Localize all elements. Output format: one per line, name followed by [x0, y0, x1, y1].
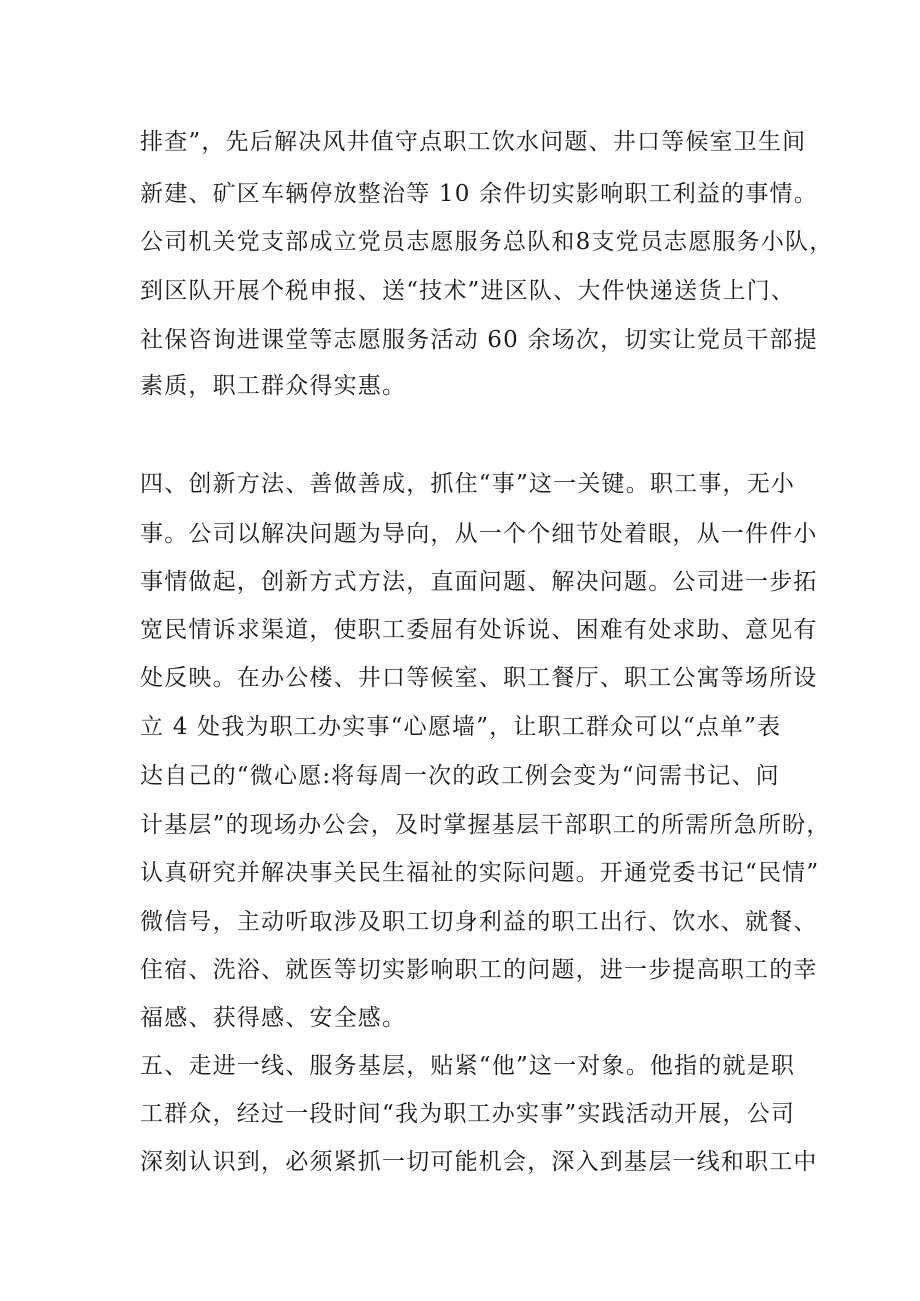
text-line: 认真研究并解决事关民生福祉的实际问题。开通党委书记“民情” [140, 860, 820, 886]
text-line: 宽民情诉求渠道，使职工委屈有处诉说、困难有处求助、意见有 [140, 617, 818, 643]
text-line: 公司机关党支部成立党员志愿服务总队和8支党员志愿服务小队， [140, 229, 834, 255]
text-line: 排查”，先后解决风井值守点职工饮水问题、井口等候室卫生间 [140, 129, 807, 155]
text-line: 事。公司以解决问题为导向，从一个个细节处着眼，从一件件小 [140, 521, 818, 547]
text-line: 社保咨询进课堂等志愿服务活动 60 余场次，切实让党员干部提 [140, 327, 818, 353]
text-line: 新建、矿区车辆停放整治等 10 余件切实影响职工利益的事情。 [140, 181, 818, 207]
text-line: 计基层”的现场办公会，及时掌握基层干部职工的所需所急所盼， [140, 812, 831, 838]
text-line: 立 4 处我为职工办实事“心愿墙”，让职工群众可以“点单”表 [140, 714, 782, 740]
text-line: 福感、获得感、安全感。 [140, 1005, 407, 1031]
text-line: 住宿、洗浴、就医等切实影响职工的问题，进一步提高职工的幸 [140, 957, 818, 983]
text-line: 深刻认识到，必须紧抓一切可能机会，深入到基层一线和职工中 [140, 1149, 818, 1175]
text-line: 五、走进一线、服务基层，贴紧“他”这一对象。他指的就是职 [140, 1053, 796, 1079]
text-line: 事情做起，创新方式方法，直面问题、解决问题。公司进一步拓 [140, 569, 818, 595]
text-line: 处反映。在办公楼、井口等候室、职工餐厅、职工公寓等场所设 [140, 665, 818, 691]
text-line: 素质，职工群众得实惠。 [140, 373, 407, 399]
text-line: 四、创新方法、善做善成，抓住“事”这一关键。职工事，无小 [140, 471, 796, 497]
text-line: 达自己的“微心愿:将每周一次的政工例会变为“问需书记、问 [140, 763, 780, 789]
text-line: 到区队开展个税申报、送“技术”进区队、大件快递送货上门、 [140, 278, 796, 304]
text-line: 工群众，经过一段时间“我为职工办实事”实践活动开展，公司 [140, 1101, 796, 1127]
text-line: 微信号，主动听取涉及职工切身利益的职工出行、饮水、就餐、 [140, 909, 818, 935]
